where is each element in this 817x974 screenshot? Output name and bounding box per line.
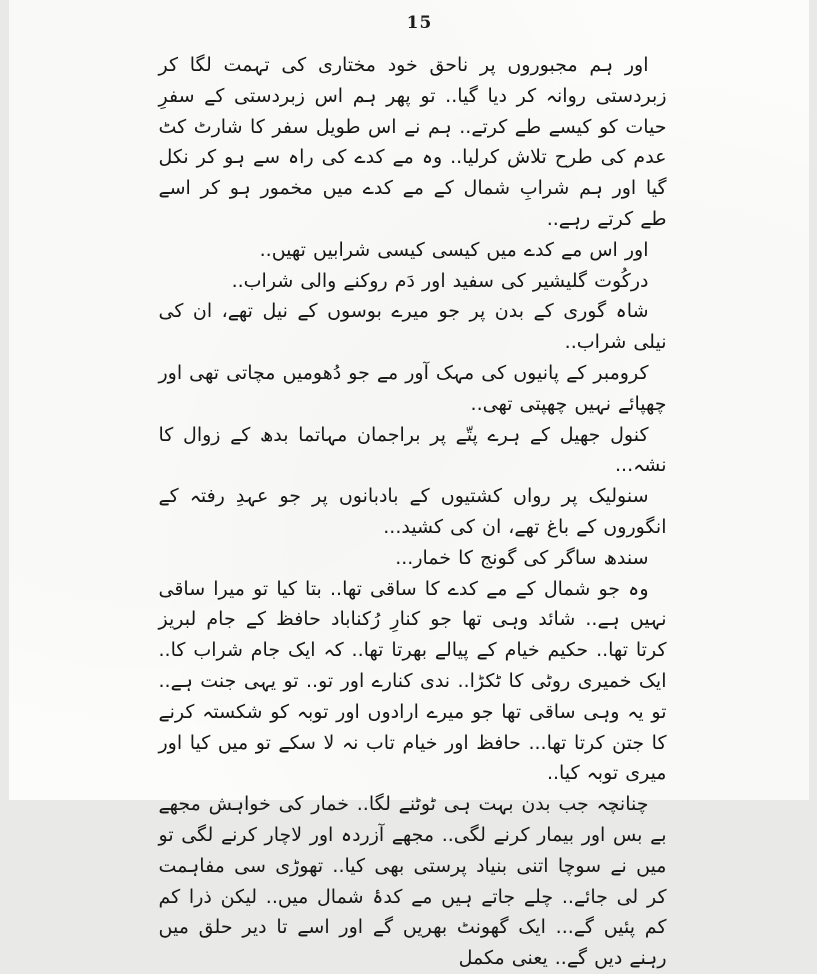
paragraph: اور اس مے کدے میں کیسی کیسی شرابیں تھیں..: [159, 235, 667, 266]
paragraph: اور ہم مجبوروں پر ناحق خود مختاری کی تہمت لگا کر زبردستی روانہ کر دیا گیا.. تو پھر ہم اس زبردستی کے سفرِ حیات کو کیسے طے کرتے.. ہم نے اس طویل سفر کا شارٹ کٹ عدم کی طرح تلاش کرلیا.. وہ مے کدے کی راہ سے ہو کر نکل گیا اور ہم شرابِ شمال کے مے کدے میں مخمور ہو کر اسے طے کرتے رہے..: [159, 50, 667, 235]
paragraph: کنول جھیل کے ہرے پتّے پر براجمان مہاتما بدھ کے زوال کا نشہ...: [159, 420, 667, 482]
paragraph: سنولیک پر رواں کشتیوں کے بادبانوں پر جو عہدِ رفتہ کے انگوروں کے باغ تھے، ان کی کشید...: [159, 481, 667, 543]
paragraph: کرومبر کے پانیوں کی مہک آور مے جو دُھومیں مچاتی تھی اور چھپائے نہیں چھپتی تھی..: [159, 358, 667, 420]
paragraph: سندھ ساگر کی گونج کا خمار...: [159, 543, 667, 574]
book-page: [9, 0, 809, 800]
paragraph: شاہ گوری کے بدن پر جو میرے بوسوں کے نیل تھے، ان کی نیلی شراب..: [159, 296, 667, 358]
page-number: 15: [20, 13, 817, 33]
paragraph: چنانچہ جب بدن بہت ہی ٹوٹنے لگا.. خمار کی خواہش مجھے بے بس اور بیمار کرنے لگی.. مجھے آزردہ اور لاچار کرنے لگی تو میں نے سوچا اتنی بنیاد پرستی بھی کیا.. تھوڑی سی مفاہمت کر لی جائے.. چلے جاتے ہیں مے کدۂ شمال میں.. لیکن ذرا کم کم پئیں گے... ایک گھونٹ بھریں گے اور اسے تا دیر حلق میں رہنے دیں گے.. یعنی مکمل: [159, 789, 667, 974]
body-text: [159, 50, 667, 974]
paragraph: درکُوت گلیشیر کی سفید اور دَم روکنے والی شراب..: [159, 266, 667, 297]
paragraph: وہ جو شمال کے مے کدے کا ساقی تھا.. بتا کیا تو میرا ساقی نہیں ہے.. شائد وہی تھا جو کنارِ رُکناباد حافظ کے جام لبریز کرتا تھا.. حکیم خیام کے پیالے بھرتا تھا.. کہ ایک جام شراب کا.. ایک خمیری روٹی کا ٹکڑا.. ندی کنارے اور تو.. تو یہی جنت ہے.. تو یہ وہی ساقی تھا جو میرے ارادوں اور توبہ کو شکستہ کرنے کا جتن کرتا تھا... حافظ اور خیام تاب نہ لا سکے تو میں کیا اور میری توبہ کیا..: [159, 574, 667, 790]
